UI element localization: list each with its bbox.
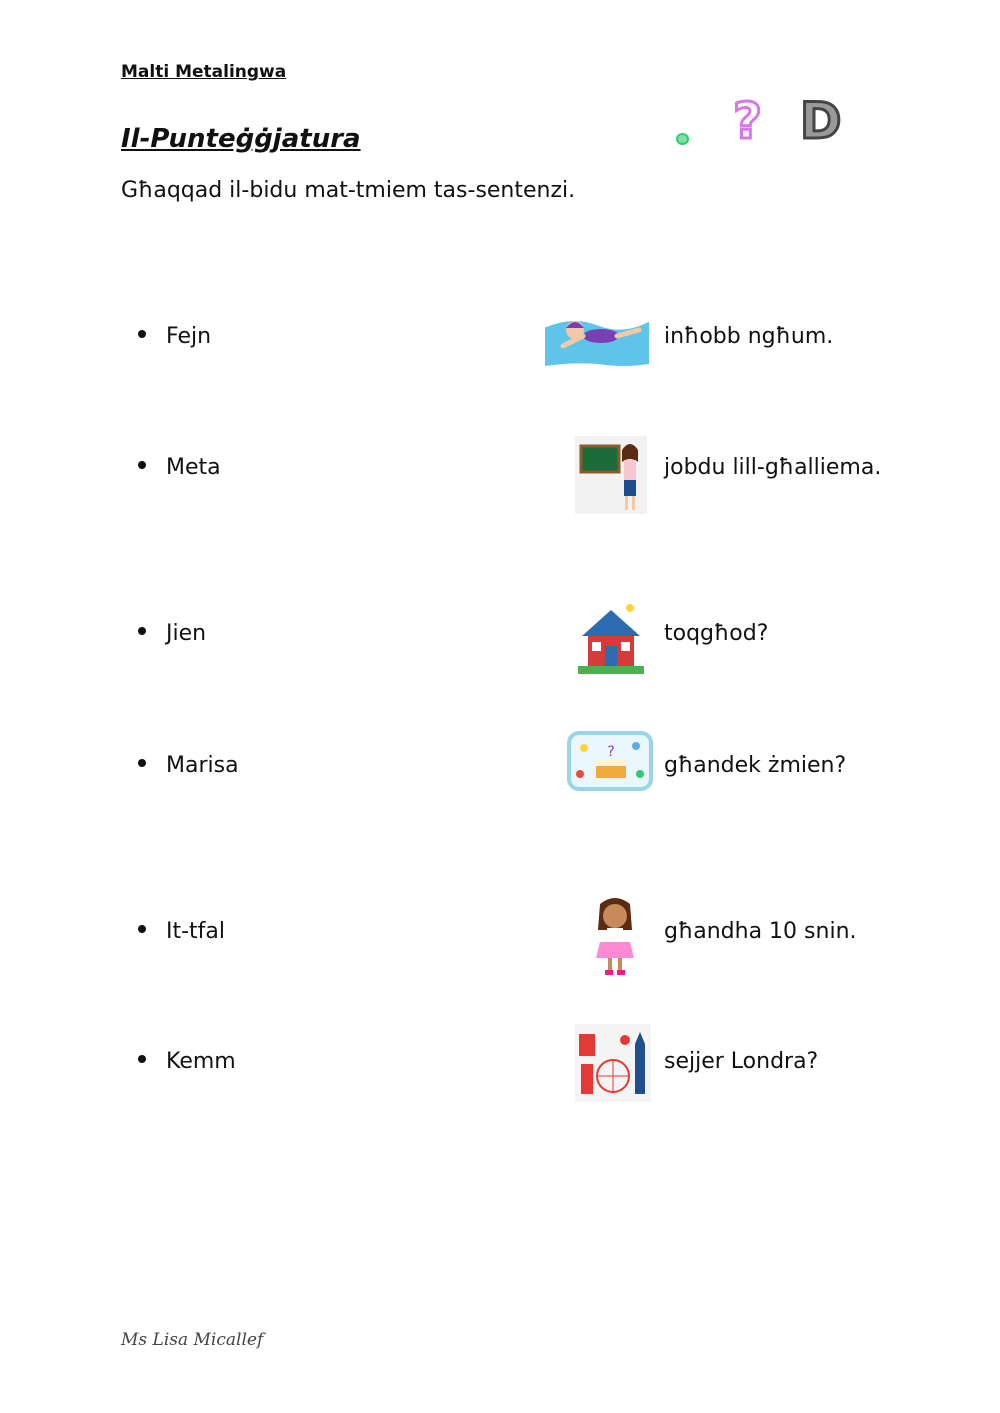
sentence-ending: inħobb ngħum. (664, 324, 834, 349)
question-mark-icon: ? (733, 92, 763, 150)
sentence-ending: għandha 10 snin. (664, 919, 857, 944)
sentence-ending: jobdu lill-għalliema. (664, 455, 882, 480)
list-item (138, 1049, 236, 1074)
sentence-ending: toqgħod? (664, 621, 769, 646)
sentence-ending: għandek żmien? (664, 753, 847, 778)
bullet-icon (138, 330, 146, 338)
london-icon[interactable] (575, 1024, 651, 1102)
list-item (138, 919, 225, 944)
instruction-text: Għaqqad il-bidu mat-tmiem tas-sentenzi. (121, 178, 576, 203)
teacher-icon[interactable] (575, 436, 647, 514)
bullet-icon (138, 925, 146, 933)
girl-icon[interactable] (590, 896, 640, 978)
author-footer: Ms Lisa Micallef (121, 1330, 264, 1350)
green-dot-icon (676, 133, 689, 145)
bullet-icon (138, 1055, 146, 1063)
sentence-beginning: Meta (166, 455, 221, 480)
sentence-beginning: Marisa (166, 753, 239, 778)
list-item (138, 455, 221, 480)
house-icon[interactable] (576, 600, 646, 678)
sentence-beginning: It-tfal (166, 919, 226, 944)
bullet-icon (138, 627, 146, 635)
page-title: Il-Punteġġjatura (121, 124, 361, 154)
svg-text:?: ? (607, 744, 615, 760)
birthday-cake-icon[interactable] (566, 730, 654, 792)
sentence-beginning: Kemm (166, 1049, 236, 1074)
letter-d-icon: D (800, 92, 842, 150)
list-item (138, 753, 239, 778)
sentence-ending: sejjer Londra? (664, 1049, 819, 1074)
list-item (138, 324, 211, 349)
swimmer-icon[interactable] (543, 306, 651, 368)
sentence-beginning: Fejn (166, 324, 212, 349)
list-item (138, 621, 206, 646)
bullet-icon (138, 461, 146, 469)
bullet-icon (138, 759, 146, 767)
sentence-beginning: Jien (166, 621, 207, 646)
subject-heading: Malti Metalingwa (121, 62, 287, 82)
